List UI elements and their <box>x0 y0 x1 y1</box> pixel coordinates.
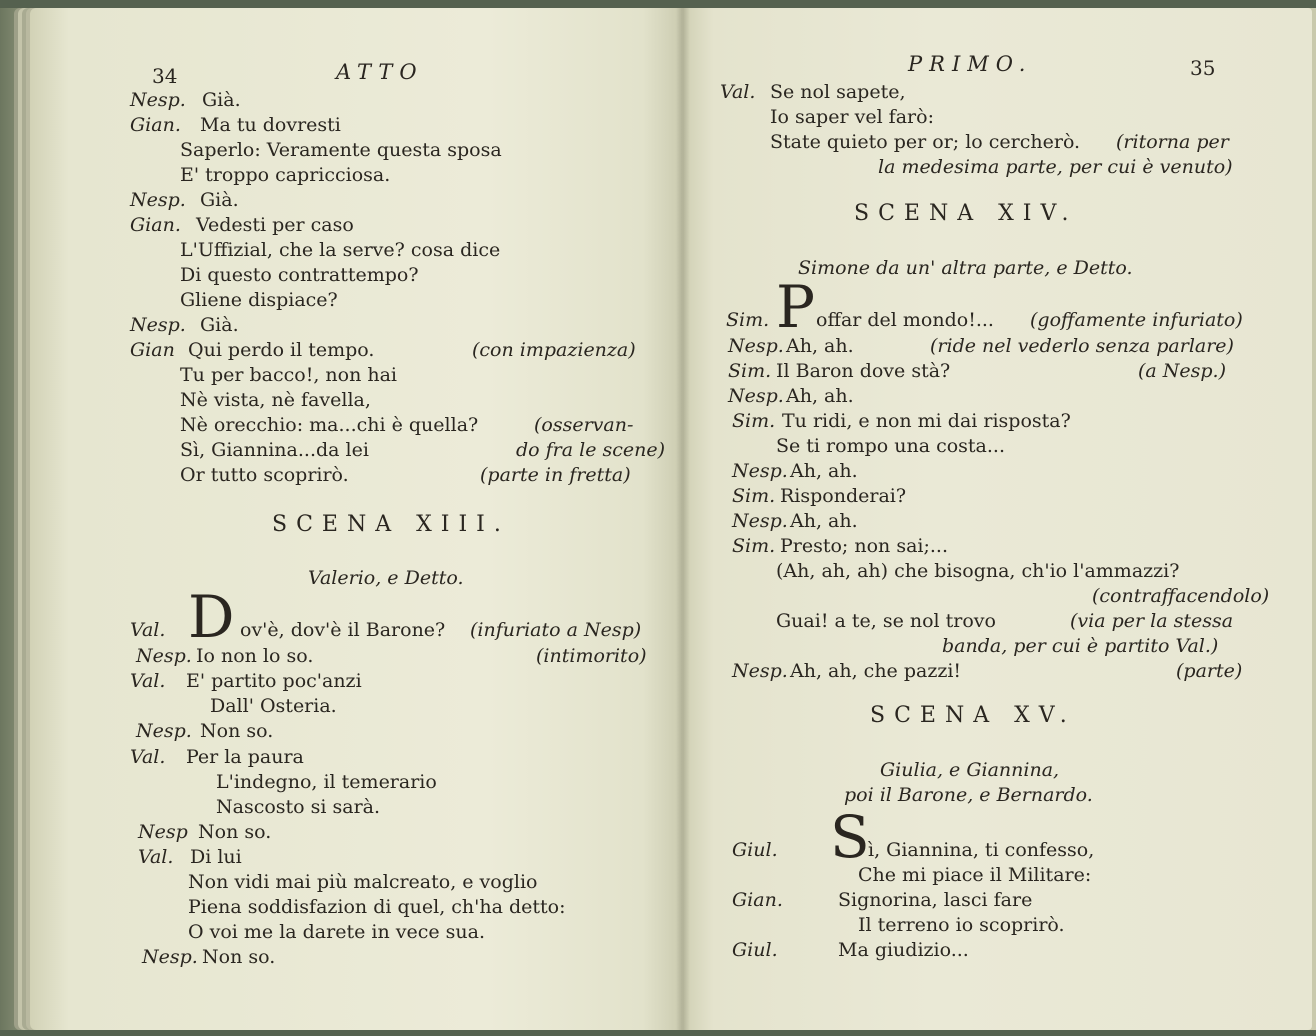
verse-line: Tu per bacco!, non hai <box>180 364 397 386</box>
speaker: Nesp. <box>130 314 186 336</box>
verse-line: O voi me la darete in vece sua. <box>188 921 485 943</box>
verse-line: Di lui <box>190 846 242 868</box>
speaker: Nesp. <box>728 385 784 407</box>
book-gutter <box>676 8 690 1030</box>
right-page <box>682 8 1312 1030</box>
stage-direction: (contraffacendolo) <box>1092 585 1270 607</box>
stage-direction: la medesima parte, per cui è venuto) <box>878 156 1233 178</box>
stage-direction: (via per la stessa <box>1070 610 1234 632</box>
verse-line: Già. <box>200 189 239 211</box>
verse-line: Nè vista, nè favella, <box>180 389 371 411</box>
verse-line: L'indegno, il temerario <box>216 771 437 793</box>
scene-cast: Giulia, e Giannina, <box>880 759 1060 781</box>
verse-line: ì, Giannina, ti confesso, <box>868 839 1095 861</box>
scene-cast: Simone da un' altra parte, e Detto. <box>798 257 1133 279</box>
verse-line: Risponderai? <box>780 485 907 507</box>
speaker: Nesp <box>138 821 188 843</box>
speaker: Giul. <box>732 939 778 961</box>
verse-line: Se ti rompo una costa... <box>776 435 1005 457</box>
speaker: Sim. <box>732 485 776 507</box>
speaker: Gian. <box>130 114 181 136</box>
stage-direction: (ritorna per <box>1116 131 1229 153</box>
speaker: Val. <box>720 81 756 103</box>
verse-line: Ma giudizio... <box>838 939 969 961</box>
speaker: Nesp. <box>142 946 198 968</box>
running-header-left: ATTO <box>336 60 424 84</box>
verse-line: Nè orecchio: ma...chi è quella? <box>180 414 479 436</box>
speaker: Val. <box>130 619 166 641</box>
running-header-right: PRIMO. <box>908 52 1033 76</box>
verse-line: Ah, ah. <box>786 385 854 407</box>
speaker: Nesp. <box>130 189 186 211</box>
verse-line: Il Baron dove stà? <box>776 360 951 382</box>
verse-line: Nascosto si sarà. <box>216 796 381 818</box>
verse-line: Piena soddisfazion di quel, ch'ha detto: <box>188 896 566 918</box>
left-page <box>30 8 682 1030</box>
verse-line: Non so. <box>198 821 272 843</box>
verse-line: Io non lo so. <box>196 645 314 667</box>
speaker: Val. <box>138 846 174 868</box>
verse-line: (Ah, ah, ah) che bisogna, ch'io l'ammazzi? <box>776 560 1180 582</box>
stage-direction: (osservan- <box>534 414 634 436</box>
speaker: Sim. <box>726 309 770 331</box>
verse-line: State quieto per or; lo cercherò. <box>770 131 1081 153</box>
speaker: Gian. <box>732 889 783 911</box>
scene-cast: Valerio, e Detto. <box>308 567 464 589</box>
scene-heading: SCENA XIII. <box>272 512 510 537</box>
speaker: Sim. <box>728 360 772 382</box>
verse-line: Sì, Giannina...da lei <box>180 439 369 461</box>
scene-heading: SCENA XV. <box>870 703 1076 728</box>
verse-line: Ah, ah, che pazzi! <box>790 660 962 682</box>
stage-direction: do fra le scene) <box>516 439 666 461</box>
stage-direction: (a Nesp.) <box>1138 360 1227 382</box>
verse-line: Guai! a te, se nol trovo <box>776 610 996 632</box>
verse-line: offar del mondo!... <box>816 309 994 331</box>
verse-line: Vedesti per caso <box>196 214 354 236</box>
page-number-right: 35 <box>1190 56 1216 80</box>
verse-line: Il terreno io scoprirò. <box>858 914 1065 936</box>
verse-line: Io saper vel farò: <box>770 106 934 128</box>
verse-line: Saperlo: Veramente questa sposa <box>180 139 502 161</box>
verse-line: Tu ridi, e non mi dai risposta? <box>782 410 1071 432</box>
speaker: Sim. <box>732 535 776 557</box>
verse-line: Gliene dispiace? <box>180 289 338 311</box>
scene-heading: SCENA XIV. <box>854 201 1078 226</box>
drop-cap: D <box>188 583 235 651</box>
verse-line: E' troppo capricciosa. <box>180 164 391 186</box>
verse-line: ov'è, dov'è il Barone? <box>240 619 446 641</box>
verse-line: Che mi piace il Militare: <box>858 864 1092 886</box>
speaker: Nesp. <box>136 645 192 667</box>
speaker: Giul. <box>732 839 778 861</box>
verse-line: Presto; non sai;... <box>780 535 949 557</box>
verse-line: Dall' Osteria. <box>210 695 337 717</box>
speaker: Val. <box>130 746 166 768</box>
verse-line: E' partito poc'anzi <box>186 670 362 692</box>
verse-line: Ah, ah. <box>790 460 858 482</box>
speaker: Nesp. <box>130 89 186 111</box>
verse-line: Già. <box>202 89 241 111</box>
verse-line: Ah, ah. <box>790 510 858 532</box>
stage-direction: (goffamente infuriato) <box>1030 309 1243 331</box>
speaker: Gian. <box>130 214 181 236</box>
speaker: Nesp. <box>136 720 192 742</box>
verse-line: Di questo contrattempo? <box>180 264 419 286</box>
stage-direction: (intimorito) <box>536 645 647 667</box>
page-number-left: 34 <box>152 64 178 88</box>
verse-line: Già. <box>200 314 239 336</box>
speaker: Sim. <box>732 410 776 432</box>
speaker: Nesp. <box>728 335 784 357</box>
stage-direction: (parte) <box>1176 660 1243 682</box>
verse-line: Se nol sapete, <box>770 81 906 103</box>
verse-line: Non so. <box>200 720 274 742</box>
speaker: Gian <box>130 339 175 361</box>
verse-line: L'Uffizial, che la serve? cosa dice <box>180 239 501 261</box>
verse-line: Per la paura <box>186 746 304 768</box>
verse-line: Ma tu dovresti <box>200 114 341 136</box>
stage-direction: (con impazienza) <box>472 339 636 361</box>
verse-line: Signorina, lasci fare <box>838 889 1033 911</box>
drop-cap: P <box>776 273 816 341</box>
stage-direction: (parte in fretta) <box>480 464 631 486</box>
verse-line: Non vidi mai più malcreato, e voglio <box>188 871 538 893</box>
verse-line: Or tutto scoprirò. <box>180 464 349 486</box>
scene-cast: poi il Barone, e Bernardo. <box>844 784 1093 806</box>
verse-line: Non so. <box>202 946 276 968</box>
stage-direction: (infuriato a Nesp) <box>470 619 642 641</box>
drop-cap: S <box>830 803 870 871</box>
speaker: Nesp. <box>732 460 788 482</box>
speaker: Nesp. <box>732 510 788 532</box>
speaker: Val. <box>130 670 166 692</box>
verse-line: Qui perdo il tempo. <box>188 339 375 361</box>
open-book <box>0 8 1316 1030</box>
stage-direction: (ride nel vederlo senza parlare) <box>930 335 1234 357</box>
verse-line: Ah, ah. <box>786 335 854 357</box>
stage-direction: banda, per cui è partito Val.) <box>942 635 1219 657</box>
speaker: Nesp. <box>732 660 788 682</box>
